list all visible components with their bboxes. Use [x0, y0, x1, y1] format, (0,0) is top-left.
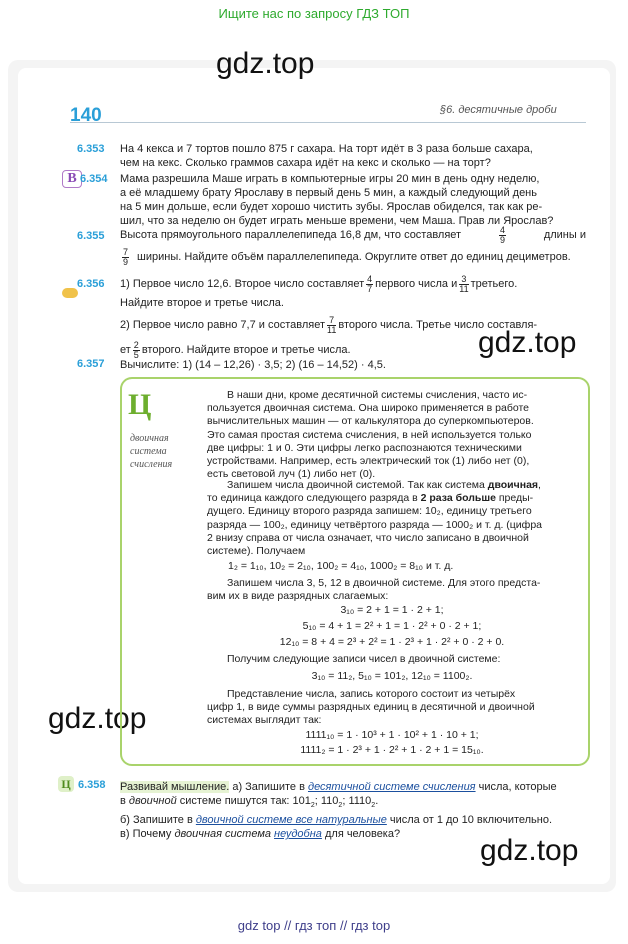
paragraph: Запишем числа двоичной системой. Так как система двоичная, то единица каждого следующего разряда в 2 раза больше преды- дущего. Единицу второго разряда запишем: 10₂, единицу третьего разряда — 100₂, единицу четвёртого разряда — 1000₂ и т. д. (цифра 2 внизу справа от числа означает, что число записано в двоичной системе). Получаем: [207, 479, 542, 558]
task-6-355: Высота прямоугольного параллелепипеда 16,8 дм, что составляет $\frac{4}{9}$ длины и $\frac{7}{9}$ ширины. Найдите объём параллелепипеда. Округлите ответ до единиц дециметров.: [120, 224, 586, 267]
footer-link[interactable]: гдз топ: [294, 918, 337, 933]
task-6-353: На 4 кекса и 7 тортов пошло 875 г сахара. На торт идёт в 3 раза больше сахара, чем на кекс. Сколько граммов сахара идёт на кекс и сколько — на торт?: [120, 143, 533, 169]
box-letter-c: Ц: [128, 388, 152, 421]
equation: 5₁₀ = 4 + 1 = 2² + 1 = 1 · 2² + 0 · 2 + 1;: [302, 620, 482, 632]
task-number: 6.358: [78, 779, 106, 791]
footer-link[interactable]: gdz top: [237, 918, 281, 933]
task-6-356: 1) Первое число 12,6. Второе число составляет $\frac{4}{7}$ первого числа и $\frac{3}{11}$ третьего. Найдите второе и третье числа. 2) Первое число равно 7,7 и составляет $\frac{7}{11}$ второго числа. Третье число составля- ет $\frac{2}{5}$ второго. Найдите второе и третье числа.: [120, 273, 538, 360]
watermark: gdz.top: [480, 834, 579, 867]
paragraph: Представление числа, запись которого состоит из четырёх цифр 1, в виде суммы разрядных единиц в десятичной и двоичной системах выглядит так:: [207, 688, 535, 727]
top-banner[interactable]: Ищите нас по запросу ГДЗ ТОП: [218, 6, 410, 21]
task-number: 6.353: [77, 143, 105, 155]
paragraph: Получим следующие записи чисел в двоичной системе:: [227, 653, 501, 665]
c-level-icon: Ц: [58, 776, 74, 792]
task-6-354: Мама разрешила Маше играть в компьютерные игры 20 мин в день одну неделю, а её младшему брату Ярославу в первый день 5 мин, а каждый следующий день на 5 мин дольше, если будет хорошо чистить зубы. Ярослав обиделся, так как ре- шил, что за неделю он будет играть меньше времени, чем Маша. Прав ли Ярослав?: [120, 173, 554, 227]
task-number: 6.354: [80, 173, 108, 185]
footer-link[interactable]: гдз top: [350, 918, 391, 933]
task-6-358: Развивай мышление. а) Запишите в десятичной системе счисления числа, которые в двоичной системе пишутся так: $101_2$; $110_2$; $1110_2$. б) Запишите в двоичной системе все натуральные числа от 1 до 10 включительно. в) Почему двоичная система неудобна для человека?: [120, 781, 557, 841]
equation: 3₁₀ = 2 + 1 = 1 · 2 + 1;: [340, 604, 444, 616]
page-number: 140: [70, 105, 102, 126]
equation: 12₁₀ = 8 + 4 = 2³ + 2² = 1 · 2³ + 1 · 2² + 0 · 2 + 0.: [279, 636, 505, 648]
task-number: 6.357: [77, 358, 105, 370]
watermark: gdz.top: [216, 47, 315, 80]
equation: 1111₂ = 1 · 2³ + 1 · 2² + 1 · 2 + 1 = 15₁₀.: [300, 744, 484, 756]
watermark: gdz.top: [48, 702, 147, 735]
equation: 1₂ = 1₁₀, 10₂ = 2₁₀, 100₂ = 4₁₀, 1000₂ = 8₁₀ и т. д.: [228, 560, 454, 572]
paragraph: Запишем числа 3, 5, 12 в двоичной системе. Для этого предста- вим их в виде разрядных слагаемых:: [207, 577, 541, 603]
header-divider: [70, 122, 586, 123]
box-topic: двоичная система счисления: [130, 433, 173, 470]
footer-links: gdz top // гдз топ // гдз top: [237, 918, 391, 933]
group-work-icon: [62, 288, 78, 298]
b-level-icon: B: [62, 170, 82, 188]
task-6-357: Вычислите: 1) (14 – 12,26) · 3,5; 2) (16 – 14,52) · 4,5.: [120, 359, 386, 371]
equation: 1111₁₀ = 1 · 10³ + 1 · 10² + 1 · 10 + 1;: [305, 729, 479, 741]
equation: 3₁₀ = 11₂, 5₁₀ = 101₂, 12₁₀ = 1100₂.: [311, 670, 473, 682]
task-number: 6.356: [77, 278, 105, 290]
task-number: 6.355: [77, 230, 105, 242]
paragraph: В наши дни, кроме десятичной системы счисления, часто ис- пользуется двоичная система. Она широко применяется в работе вычислительных машин — от калькулятора до суперкомпьютеров. Это самая простая система счисления, в ней используется только две цифры: 1 и 0. Эти цифры легко распознаются техническими устройствами. Например, есть электрический ток (1) либо нет (0), есть световой луч (1) либо нет (0).: [207, 389, 534, 481]
watermark: gdz.top: [478, 326, 577, 359]
section-title: §6. десятичные дроби: [440, 104, 557, 116]
